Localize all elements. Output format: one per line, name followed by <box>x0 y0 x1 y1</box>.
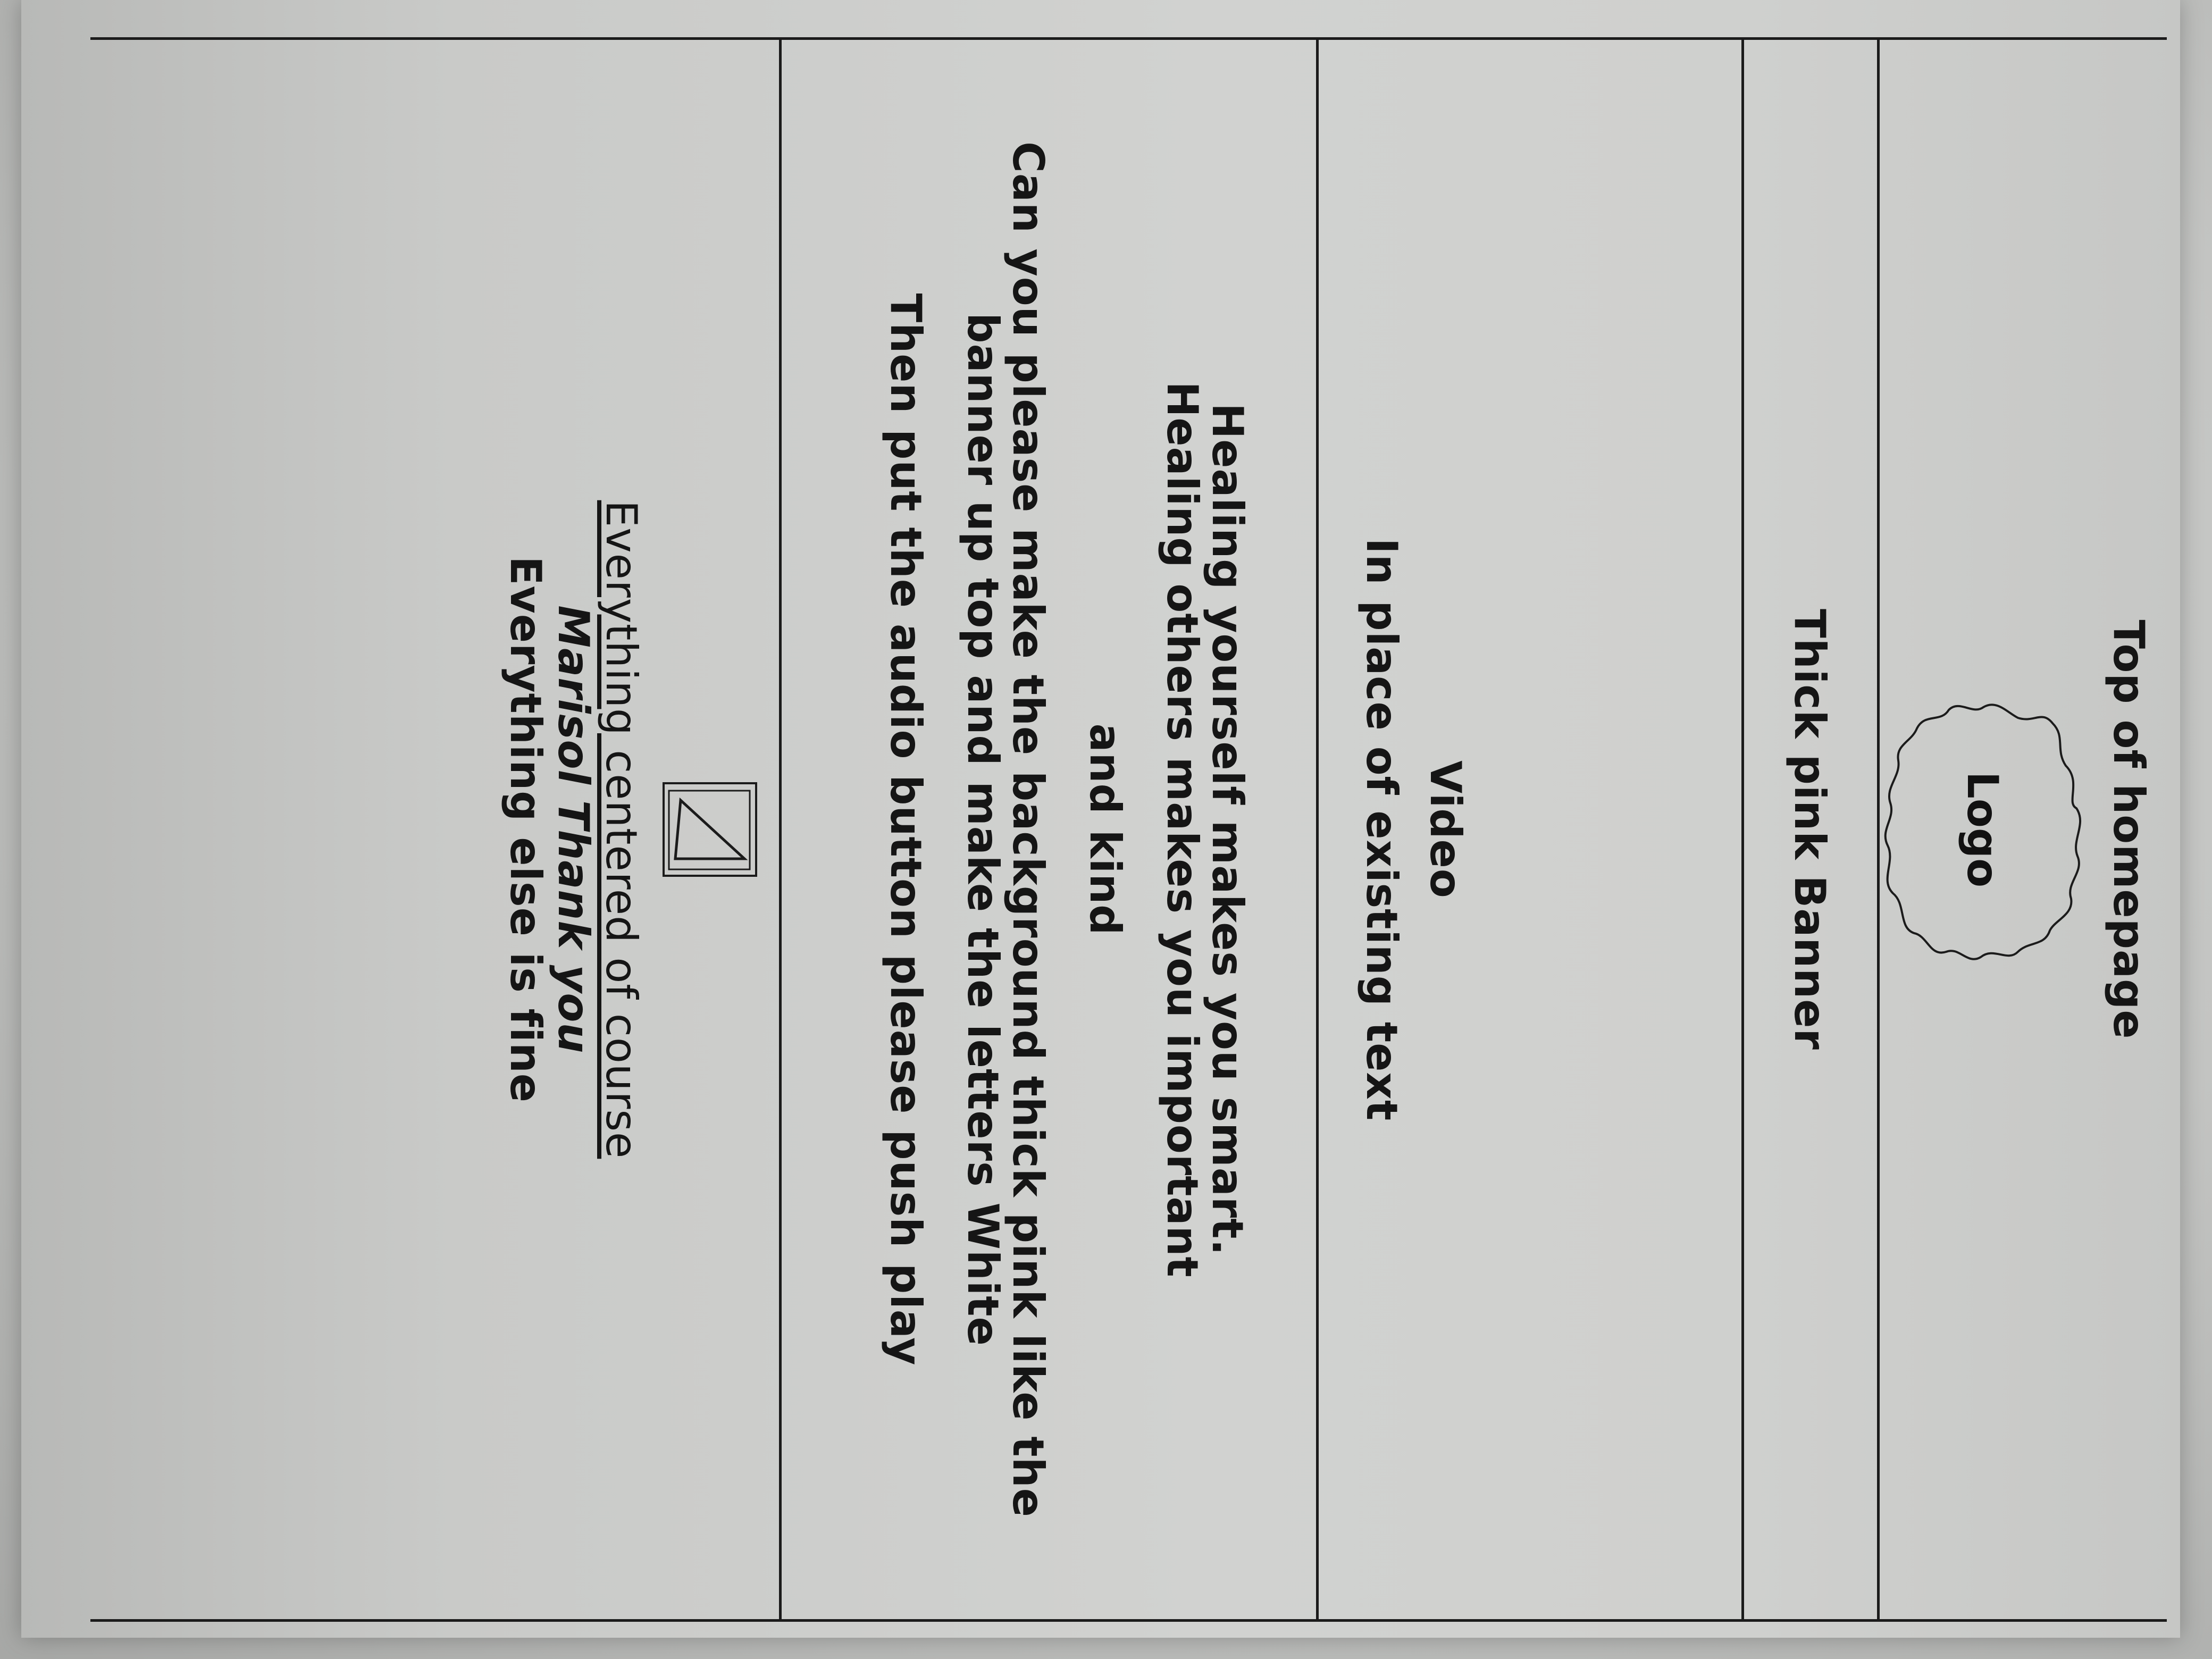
homepage-mockup-document <box>58 11 2196 1648</box>
section-message <box>779 40 1319 1619</box>
footer-signoff: Marisol Thank you <box>549 605 598 1054</box>
footer-closing: Everything else is fine <box>501 556 550 1103</box>
audio-instruction: Then put the audio button please push play <box>881 293 931 1366</box>
request-line-1: Can you please make the background thick pink like the <box>1003 141 1053 1518</box>
message-line-1: Healing yourself makes you smart. <box>1203 403 1252 1256</box>
banner-label: Thick pink Banner <box>1785 609 1834 1050</box>
paper-sheet <box>21 0 2180 1638</box>
section-footer <box>96 40 782 1619</box>
video-subtitle: In place of existing text <box>1357 538 1406 1121</box>
section-banner <box>1741 40 1880 1619</box>
top-heading: Top of homepage <box>2104 619 2154 1040</box>
play-button-icon <box>659 779 760 880</box>
section-top <box>1877 40 2167 1619</box>
video-title: Video <box>1421 760 1470 899</box>
audio-play-button[interactable] <box>659 779 760 880</box>
message-line-3: and kind <box>1080 723 1130 936</box>
logo-label: Logo <box>1958 771 2007 888</box>
logo-placeholder <box>1880 691 2087 968</box>
mockup-frame <box>90 37 2167 1622</box>
message-line-2: Healing others makes you important <box>1158 381 1207 1278</box>
footer-note: Everything centered of course <box>597 500 646 1159</box>
request-line-2: banner up top and make the letters White <box>958 313 1008 1346</box>
section-video <box>1316 40 1744 1619</box>
